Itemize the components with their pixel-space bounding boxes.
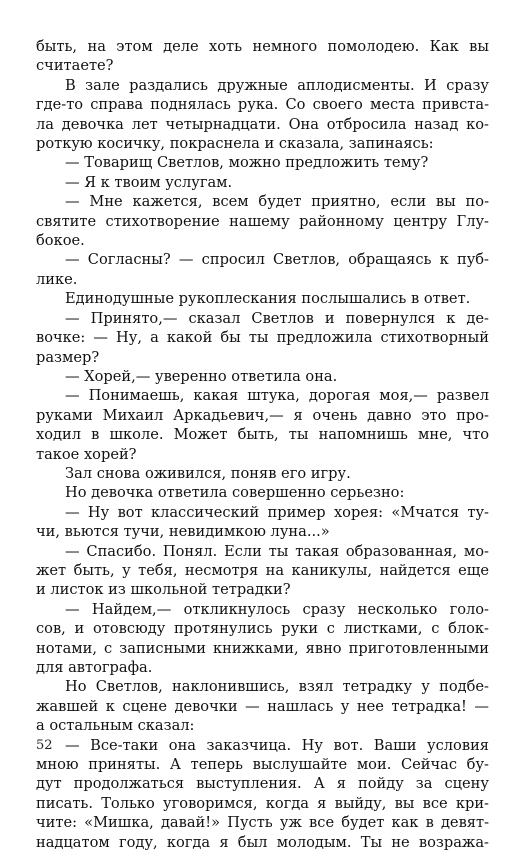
text-line: нотами, с записными книжками, явно приготовленными bbox=[36, 639, 489, 657]
text-line: жавшей к сцене девочки — нашлась у нее тетрадка! — bbox=[36, 697, 489, 715]
text-line: Зал снова оживился, поняв его игру. bbox=[65, 464, 351, 482]
text-line: — Принято,— сказал Светлов и повернулся к де- bbox=[65, 309, 489, 327]
text-line: сов, и отовсюду протянулись руки с листками, с блок- bbox=[36, 620, 489, 638]
text-line: — Найдем,— откликнулось сразу несколько голо- bbox=[65, 600, 489, 618]
text-line: и листок из школьной тетрадки? bbox=[36, 581, 291, 599]
text-line: лике. bbox=[36, 270, 78, 288]
text-line: ла девочка лет четырнадцати. Она отбросила назад ко- bbox=[36, 115, 489, 133]
text-line: жет быть, у тебя, несмотря на каникулы, найдется еще bbox=[36, 561, 489, 579]
text-line: — Согласны? — спросил Светлов, обращаясь к пуб- bbox=[65, 251, 489, 269]
text-line: — Товарищ Светлов, можно предложить тему? bbox=[65, 154, 429, 172]
page-number: 52 bbox=[36, 738, 53, 753]
text-line: такое хорей? bbox=[36, 445, 137, 463]
text-line: — Понимаешь, какая штука, дорогая моя,— развел bbox=[65, 387, 489, 405]
text-line: — Хорей,— уверенно ответила она. bbox=[65, 367, 338, 385]
text-line: вочке: — Ну, а какой бы ты предложила стихотворный bbox=[36, 329, 489, 347]
text-line: а остальным сказал: bbox=[36, 717, 195, 735]
text-line: чите: «Мишка, давай!» Пусть уж все будет как в девят- bbox=[36, 814, 489, 832]
text-line: В зале раздались дружные аплодисменты. И сразу bbox=[65, 76, 489, 94]
text-line: мною приняты. А теперь выслушайте мои. Сейчас бу- bbox=[36, 756, 489, 774]
text-line: — Ну вот классический пример хорея: «Мчатся ту- bbox=[65, 503, 489, 521]
text-line: быть, на этом деле хоть немного помолодею. Как вы bbox=[36, 38, 489, 55]
text-line: чи, вьются тучи, невидимкою луна...» bbox=[36, 523, 330, 541]
text-line: — Спасибо. Понял. Если ты такая образованная, мо- bbox=[65, 542, 489, 560]
text-line: Но девочка ответила совершенно серьезно: bbox=[65, 484, 405, 502]
text-line: руками Михаил Аркадьевич,— я очень давно это про- bbox=[36, 406, 489, 424]
body-text bbox=[36, 37, 489, 852]
text-line: — Я к твоим услугам. bbox=[65, 173, 233, 191]
text-line: ходил в школе. Может быть, ты напомнишь мне, что bbox=[36, 426, 489, 444]
text-line: Но Светлов, наклонившись, взял тетрадку у подбе- bbox=[65, 678, 489, 696]
text-line: дут продолжаться выступления. А я пойду за сцену bbox=[36, 775, 489, 793]
text-line: бокое. bbox=[36, 232, 85, 250]
text-line: надцатом году, когда я был молодым. Ты не возража- bbox=[36, 833, 489, 851]
text-line: для автографа. bbox=[36, 659, 153, 676]
text-line: Единодушные рукоплескания послышались в ответ. bbox=[65, 290, 471, 308]
text-line: святите стихотворение нашему районному центру Глу- bbox=[36, 212, 489, 230]
text-line: размер? bbox=[36, 348, 100, 366]
text-line: где-то справа поднялась рука. Со своего места привста- bbox=[36, 96, 489, 114]
text-line: — Мне кажется, всем будет приятно, если вы по- bbox=[65, 193, 489, 211]
text-line: писать. Только уговоримся, когда я выйду, вы все кри- bbox=[36, 794, 489, 812]
text-line: считаете? bbox=[36, 57, 114, 75]
text-line: роткую косичку, покраснела и сказала, запинаясь: bbox=[36, 135, 434, 153]
text-line: — Все-таки она заказчица. Ну вот. Ваши условия bbox=[65, 736, 489, 754]
